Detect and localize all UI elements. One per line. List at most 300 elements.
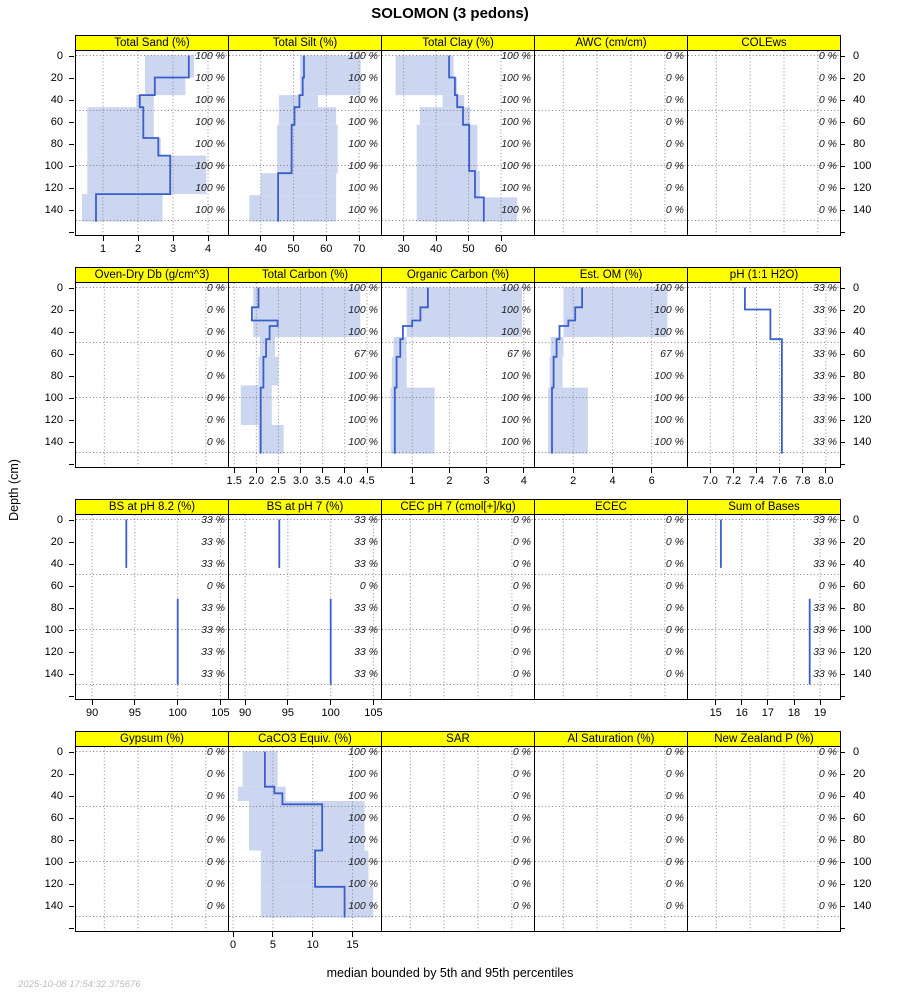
x-tick-mark: [208, 236, 209, 241]
x-tick-mark: [741, 700, 742, 705]
depth-axis-right: [840, 731, 900, 963]
pct-label: 0 %: [206, 812, 225, 824]
depth-tick-mark: [69, 774, 74, 775]
pct-label: 100 %: [348, 392, 378, 404]
pct-label: 0 %: [665, 50, 684, 62]
x-tick-label: 60: [494, 243, 508, 255]
depth-tick-label: 0: [56, 745, 63, 758]
strip-gypsum: [75, 731, 229, 747]
x-axis-est-om: [534, 468, 688, 498]
depth-tick-label: 140: [44, 203, 63, 216]
pct-label: 0 %: [512, 624, 531, 636]
page-title: SOLOMON (3 pedons): [371, 5, 529, 22]
percentile-band: [87, 138, 161, 156]
panel-bs-at-ph-8-2: [75, 499, 229, 731]
depth-tick-mark: [69, 752, 74, 753]
percentile-band: [259, 357, 279, 386]
pct-label: 0 %: [665, 514, 684, 526]
x-axis-organic-carbon: [381, 468, 535, 498]
strip-cec-ph-7-cmol-kg: [381, 499, 535, 515]
depth-tick-label: 140: [853, 899, 872, 912]
pct-label: 0 %: [818, 72, 837, 84]
pct-label: 100 %: [195, 182, 225, 194]
chart-awc-cm-cm: [534, 50, 688, 236]
depth-tick-mark: [69, 796, 74, 797]
depth-tick-label: 120: [853, 181, 872, 194]
depth-tick-label: 100: [853, 623, 872, 636]
x-tick-mark: [403, 236, 404, 241]
depth-tick-label: 20: [853, 767, 866, 780]
pct-label: 100 %: [348, 414, 378, 426]
depth-tick-label: 80: [50, 601, 63, 614]
depth-axis-left: [0, 267, 75, 499]
x-tick-label: 2: [134, 243, 142, 255]
x-tick-label: 60: [320, 243, 333, 255]
pct-label: 100 %: [501, 326, 531, 338]
pct-label: 100 %: [501, 160, 531, 172]
pct-label: 33 %: [354, 514, 378, 526]
pct-label: 0 %: [206, 790, 225, 802]
pct-label: 100 %: [348, 282, 378, 294]
x-tick-mark: [272, 932, 273, 937]
x-tick-mark: [612, 468, 613, 473]
pct-label: 33 %: [354, 602, 378, 614]
strip-ecec: [534, 499, 688, 515]
chart-ph-1-1-h2o: [687, 282, 841, 468]
pct-label: 0 %: [206, 856, 225, 868]
pct-label: 0 %: [665, 746, 684, 758]
depth-tick-label: 40: [853, 789, 866, 802]
pct-label: 100 %: [348, 436, 378, 448]
chart-est-om: [534, 282, 688, 468]
depth-tick-mark: [69, 354, 74, 355]
pct-label: 67 %: [354, 348, 378, 360]
x-tick-label: 100: [168, 707, 187, 719]
x-tick-mark: [573, 468, 574, 473]
strip-label: Sum of Bases: [728, 501, 800, 513]
x-tick-label: 7.2: [725, 475, 741, 487]
depth-tick-mark: [69, 674, 74, 675]
x-tick-mark: [794, 700, 795, 705]
x-tick-label: 2.5: [270, 475, 287, 487]
strip-label: pH (1:1 H2O): [729, 269, 799, 281]
x-tick-label: 105: [364, 707, 383, 719]
pct-label: 33 %: [354, 668, 378, 680]
x-tick-mark: [412, 468, 413, 473]
depth-tick-mark: [69, 56, 74, 57]
panel-row: [0, 499, 900, 731]
strip-total-carbon: [228, 267, 382, 283]
depth-tick-mark: [69, 100, 74, 101]
x-tick-label: 2: [446, 475, 453, 487]
depth-tick-label: 60: [853, 579, 866, 592]
x-tick-label: 90: [238, 707, 252, 719]
x-tick-mark: [322, 468, 323, 473]
x-tick-label: 7.4: [748, 475, 765, 487]
strip-label: New Zealand P (%): [714, 733, 814, 745]
panel-ph-1-1-h2o: [687, 267, 841, 499]
pct-label: 0 %: [206, 900, 225, 912]
panel-total-silt: [228, 35, 382, 267]
depth-tick-label: 20: [853, 535, 866, 548]
depth-tick-label: 60: [50, 811, 63, 824]
depth-tick-label: 60: [50, 347, 63, 360]
percentile-band: [417, 171, 480, 197]
x-tick-mark: [256, 468, 257, 473]
panel-est-om: [534, 267, 688, 499]
pct-label: 0 %: [818, 812, 837, 824]
chart-cec-ph-7-cmol-kg: [381, 514, 535, 700]
panel-al-saturation: [534, 731, 688, 963]
percentile-band: [279, 107, 336, 125]
pct-label: 0 %: [665, 900, 684, 912]
depth-tick-mark: [69, 442, 74, 443]
pct-label: 33 %: [813, 304, 837, 316]
x-tick-mark: [330, 700, 331, 705]
pct-label: 0 %: [818, 746, 837, 758]
depth-tick-label: 60: [853, 347, 866, 360]
x-tick-label: 4: [520, 475, 527, 487]
chart-ecec: [534, 514, 688, 700]
pct-label: 0 %: [512, 646, 531, 658]
x-tick-mark: [278, 468, 279, 473]
pct-label: 100 %: [501, 414, 531, 426]
x-tick-mark: [234, 468, 235, 473]
depth-tick-mark: [69, 188, 74, 189]
x-tick-label: 100: [321, 707, 340, 719]
strip-label: CaCO3 Equiv. (%): [258, 733, 352, 745]
strip-total-clay: [381, 35, 535, 51]
pct-label: 33 %: [201, 624, 225, 636]
pct-label: 33 %: [813, 646, 837, 658]
chart-total-silt: [228, 50, 382, 236]
x-axis-total-silt: [228, 236, 382, 266]
depth-tick-mark: [69, 332, 74, 333]
depth-tick-label: 40: [50, 789, 63, 802]
depth-tick-mark: [69, 630, 74, 631]
pct-label: 0 %: [512, 790, 531, 802]
strip-label: Total Silt (%): [272, 37, 338, 49]
depth-tick-label: 40: [853, 325, 866, 338]
x-tick-mark: [245, 700, 246, 705]
pct-label: 100 %: [654, 436, 684, 448]
pct-label: 33 %: [354, 646, 378, 658]
pct-label: 0 %: [206, 414, 225, 426]
pct-label: 100 %: [348, 812, 378, 824]
pct-label: 0 %: [665, 602, 684, 614]
depth-axis-left: [0, 731, 75, 963]
x-tick-mark: [173, 236, 174, 241]
pct-label: 0 %: [512, 558, 531, 570]
x-tick-label: 40: [254, 243, 267, 255]
depth-tick-label: 140: [44, 435, 63, 448]
chart-sar: [381, 746, 535, 932]
pct-label: 100 %: [348, 138, 378, 150]
strip-label: Organic Carbon (%): [406, 269, 510, 281]
pct-label: 0 %: [512, 768, 531, 780]
pct-label: 33 %: [354, 558, 378, 570]
x-tick-mark: [802, 468, 803, 473]
pct-label: 100 %: [348, 900, 378, 912]
percentile-band: [259, 425, 284, 454]
x-tick-mark: [138, 236, 139, 241]
pct-label: 33 %: [354, 624, 378, 636]
chart-total-sand: [75, 50, 229, 236]
depth-tick-label: 120: [44, 645, 63, 658]
percentile-band: [548, 388, 588, 454]
x-tick-label: 7.8: [795, 475, 811, 487]
panel-colews: [687, 35, 841, 267]
depth-tick-label: 20: [853, 303, 866, 316]
pct-label: 100 %: [501, 436, 531, 448]
pct-label: 100 %: [654, 414, 684, 426]
pct-label: 100 %: [501, 370, 531, 382]
depth-tick-label: 0: [56, 281, 63, 294]
pct-label: 100 %: [195, 160, 225, 172]
depth-tick-mark: [69, 862, 74, 863]
pct-label: 100 %: [348, 790, 378, 802]
x-tick-label: 7.6: [771, 475, 788, 487]
x-axis-caco3-equiv: [228, 932, 382, 962]
depth-axis-left: [0, 35, 75, 267]
pct-label: 0 %: [818, 182, 837, 194]
depth-tick-label: 80: [50, 369, 63, 382]
depth-tick-label: 20: [50, 767, 63, 780]
x-tick-mark: [352, 932, 353, 937]
panel-caco3-equiv: [228, 731, 382, 963]
x-tick-mark: [300, 468, 301, 473]
x-tick-label: 18: [787, 707, 801, 719]
depth-tick-label: 60: [853, 115, 866, 128]
pct-label: 100 %: [501, 204, 531, 216]
depth-tick-label: 80: [50, 833, 63, 846]
pct-label: 100 %: [501, 94, 531, 106]
depth-tick-mark: [69, 520, 74, 521]
depth-tick-label: 100: [44, 623, 63, 636]
pct-label: 100 %: [348, 116, 378, 128]
x-tick-label: 90: [85, 707, 99, 719]
depth-tick-label: 80: [853, 833, 866, 846]
x-tick-mark: [501, 236, 502, 241]
pct-label: 33 %: [813, 414, 837, 426]
depth-tick-mark: [69, 122, 74, 123]
x-axis-sum-of-bases: [687, 700, 841, 730]
pct-label: 0 %: [206, 370, 225, 382]
pct-label: 0 %: [206, 746, 225, 758]
strip-al-saturation: [534, 731, 688, 747]
pct-label: 100 %: [348, 160, 378, 172]
x-tick-mark: [287, 700, 288, 705]
pct-label: 0 %: [206, 580, 225, 592]
depth-tick-mark: [69, 210, 74, 211]
strip-caco3-equiv: [228, 731, 382, 747]
depth-tick-mark: [69, 586, 74, 587]
x-tick-label: 105: [211, 707, 230, 719]
pct-label: 0 %: [359, 580, 378, 592]
x-tick-label: 3: [483, 475, 490, 487]
depth-tick-label: 120: [44, 877, 63, 890]
strip-oven-dry-db-g-cm-3: [75, 267, 229, 283]
depth-tick-label: 20: [50, 535, 63, 548]
pct-label: 0 %: [665, 646, 684, 658]
caption: median bounded by 5th and 95th percentiles: [326, 966, 574, 980]
pct-label: 0 %: [818, 768, 837, 780]
depth-axis-right: [840, 35, 900, 267]
pct-label: 0 %: [206, 392, 225, 404]
depth-tick-label: 0: [853, 513, 860, 526]
pct-label: 0 %: [206, 878, 225, 890]
pct-label: 0 %: [665, 160, 684, 172]
pct-label: 100 %: [501, 50, 531, 62]
depth-tick-label: 120: [44, 181, 63, 194]
pct-label: 100 %: [348, 834, 378, 846]
x-tick-mark: [103, 236, 104, 241]
pct-label: 0 %: [206, 348, 225, 360]
pct-label: 0 %: [512, 834, 531, 846]
pct-label: 0 %: [818, 900, 837, 912]
x-tick-mark: [779, 468, 780, 473]
x-tick-label: 30: [397, 243, 410, 255]
pct-label: 33 %: [201, 514, 225, 526]
depth-tick-label: 80: [50, 137, 63, 150]
strip-label: ECEC: [595, 501, 627, 513]
chart-oven-dry-db-g-cm-3: [75, 282, 229, 468]
x-tick-label: 95: [281, 707, 295, 719]
depth-tick-label: 0: [853, 745, 860, 758]
depth-tick-label: 40: [50, 557, 63, 570]
x-tick-label: 10: [306, 939, 319, 951]
pct-label: 100 %: [501, 304, 531, 316]
chart-sum-of-bases: [687, 514, 841, 700]
strip-label: AWC (cm/cm): [575, 37, 647, 49]
depth-tick-label: 100: [44, 159, 63, 172]
panel-ecec: [534, 499, 688, 731]
depth-tick-label: 80: [853, 137, 866, 150]
pct-label: 0 %: [818, 94, 837, 106]
pct-label: 0 %: [512, 514, 531, 526]
x-tick-mark: [293, 236, 294, 241]
panel-organic-carbon: [381, 267, 535, 499]
x-tick-mark: [436, 236, 437, 241]
x-axis-bs-at-ph-7: [228, 700, 382, 730]
x-tick-label: 95: [128, 707, 142, 719]
panel-grid: [0, 35, 900, 963]
x-tick-mark: [756, 468, 757, 473]
pct-label: 100 %: [348, 878, 378, 890]
pct-label: 0 %: [665, 812, 684, 824]
pct-label: 0 %: [818, 580, 837, 592]
panel-row: [0, 731, 900, 963]
x-axis-ph-1-1-h2o: [687, 468, 841, 498]
x-tick-mark: [220, 700, 221, 705]
pct-label: 100 %: [348, 204, 378, 216]
pct-label: 0 %: [206, 282, 225, 294]
chart-bs-at-ph-7: [228, 514, 382, 700]
x-tick-mark: [134, 700, 135, 705]
depth-tick-label: 0: [853, 49, 860, 62]
pct-label: 67 %: [660, 348, 684, 360]
x-tick-label: 15: [346, 939, 359, 951]
strip-bs-at-ph-8-2: [75, 499, 229, 515]
depth-tick-label: 60: [50, 579, 63, 592]
percentile-band: [443, 95, 465, 107]
depth-tick-label: 120: [853, 645, 872, 658]
percentile-band: [396, 56, 454, 78]
chart-new-zealand-p: [687, 746, 841, 932]
depth-tick-mark: [69, 696, 74, 697]
x-tick-label: 70: [352, 243, 366, 255]
percentile-band: [279, 95, 318, 107]
depth-tick-label: 140: [44, 667, 63, 680]
x-tick-label: 3.5: [315, 475, 331, 487]
pct-label: 0 %: [512, 536, 531, 548]
x-tick-label: 50: [287, 243, 300, 255]
pct-label: 0 %: [512, 580, 531, 592]
depth-tick-label: 20: [50, 71, 63, 84]
depth-tick-label: 140: [853, 667, 872, 680]
depth-tick-label: 100: [853, 159, 872, 172]
pct-label: 0 %: [512, 746, 531, 758]
pct-label: 33 %: [813, 370, 837, 382]
depth-axis-left: [0, 499, 75, 731]
percentile-band: [550, 357, 563, 388]
pct-label: 33 %: [201, 536, 225, 548]
pct-label: 0 %: [206, 834, 225, 846]
strip-label: COLEws: [741, 37, 787, 49]
x-tick-label: 4: [609, 475, 616, 487]
pct-label: 100 %: [654, 304, 684, 316]
strip-ph-1-1-h2o: [687, 267, 841, 283]
panel-new-zealand-p: [687, 731, 841, 963]
pct-label: 33 %: [813, 436, 837, 448]
chart-bs-at-ph-8-2: [75, 514, 229, 700]
pct-label: 100 %: [348, 856, 378, 868]
x-tick-mark: [344, 468, 345, 473]
panel-cec-ph-7-cmol-kg: [381, 499, 535, 731]
pct-label: 33 %: [813, 536, 837, 548]
depth-tick-label: 140: [853, 435, 872, 448]
chart-total-clay: [381, 50, 535, 236]
x-tick-label: 0: [229, 939, 237, 951]
depth-tick-mark: [69, 144, 74, 145]
pct-label: 100 %: [501, 72, 531, 84]
strip-label: Gypsum (%): [120, 733, 184, 745]
depth-tick-label: 100: [44, 391, 63, 404]
depth-tick-mark: [69, 542, 74, 543]
strip-bs-at-ph-7: [228, 499, 382, 515]
depth-tick-label: 120: [853, 413, 872, 426]
strip-organic-carbon: [381, 267, 535, 283]
x-tick-mark: [359, 236, 360, 241]
x-tick-mark: [820, 700, 821, 705]
pct-label: 33 %: [201, 668, 225, 680]
strip-sar: [381, 731, 535, 747]
pct-label: 0 %: [665, 856, 684, 868]
x-tick-label: 5: [269, 939, 276, 951]
depth-tick-label: 120: [44, 413, 63, 426]
strip-label: SAR: [446, 733, 470, 745]
depth-tick-label: 0: [56, 49, 63, 62]
pct-label: 0 %: [665, 668, 684, 680]
strip-label: CEC pH 7 (cmol[+]/kg): [400, 501, 516, 513]
depth-tick-mark: [69, 652, 74, 653]
x-tick-label: 1.5: [226, 475, 242, 487]
depth-tick-label: 100: [44, 855, 63, 868]
strip-total-sand: [75, 35, 229, 51]
pct-label: 0 %: [665, 94, 684, 106]
x-tick-label: 50: [462, 243, 475, 255]
pct-label: 0 %: [665, 204, 684, 216]
